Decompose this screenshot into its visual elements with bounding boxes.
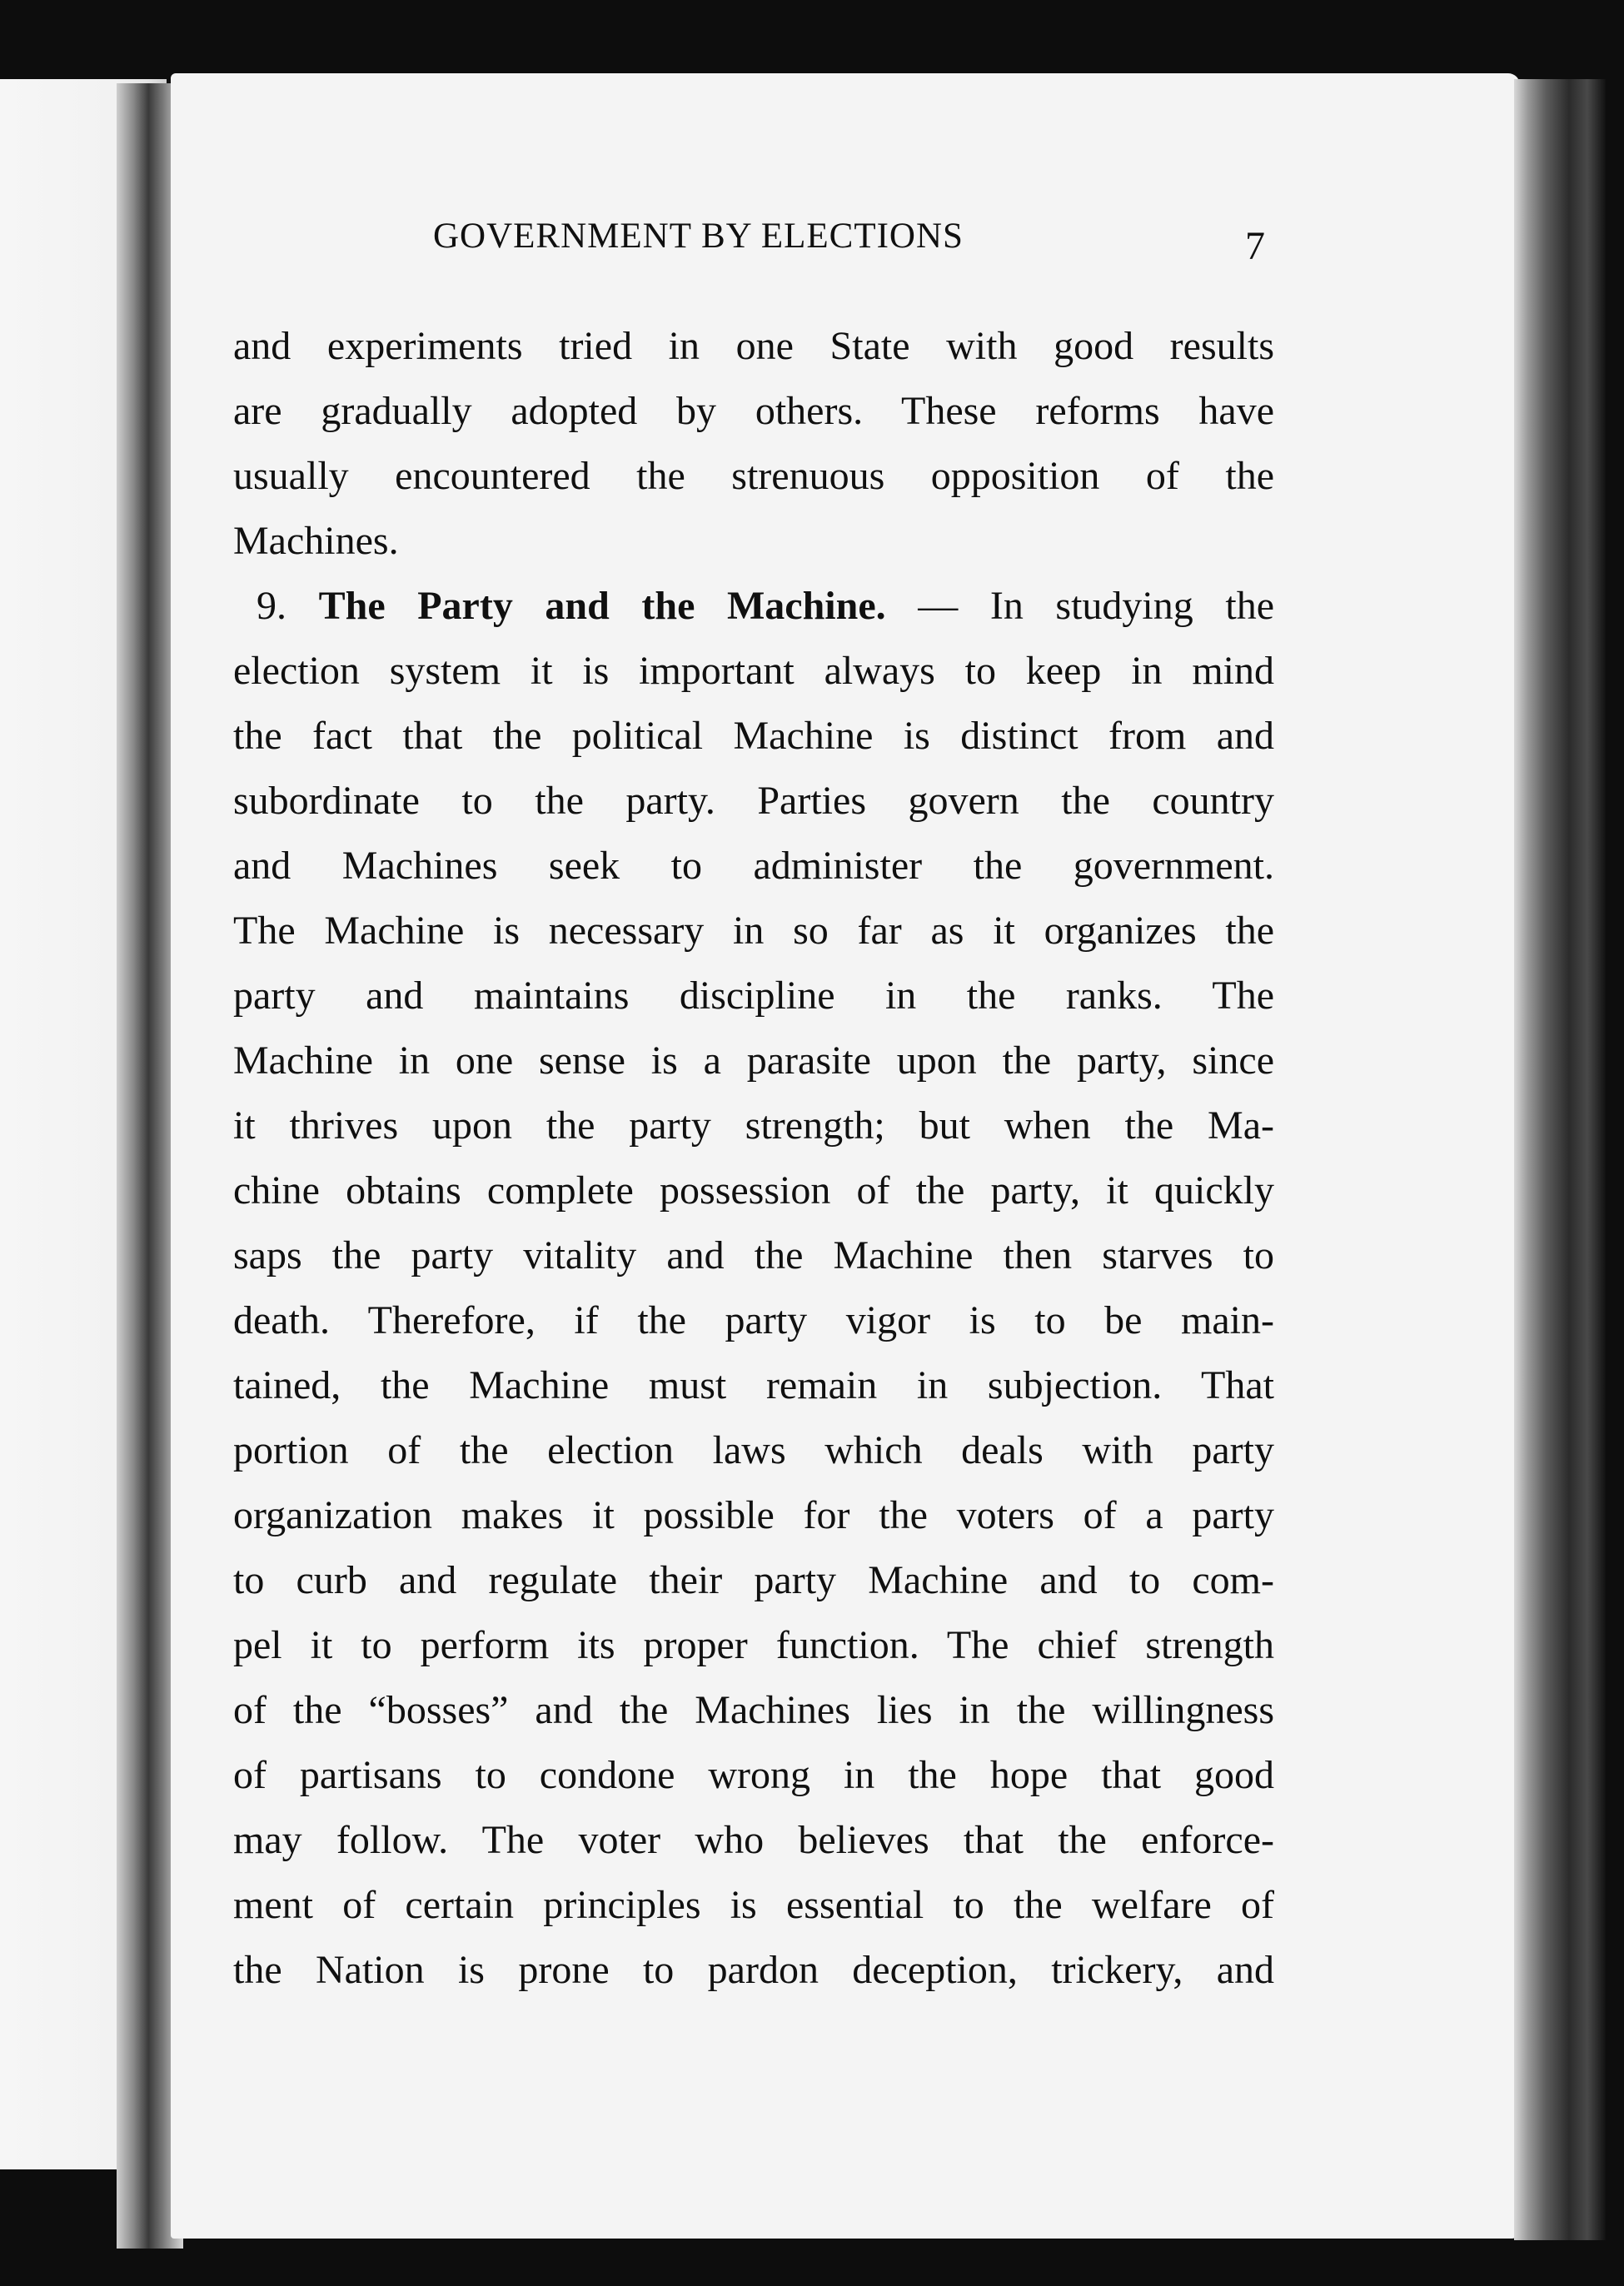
text-line: and experiments tried in one State with good results: [233, 324, 1274, 368]
text-line: the Nation is prone to pardon deception, trickery, and: [233, 1948, 1274, 1992]
text-line: the fact that the political Machine is distinct from and: [233, 714, 1274, 758]
section-number: 9.: [257, 584, 286, 628]
section-heading-line: [257, 586, 1274, 626]
text-line: of partisans to condone wrong in the hope that good: [233, 1753, 1274, 1797]
running-head: GOVERNMENT BY ELECTIONS: [433, 217, 964, 256]
text-line: saps the party vitality and the Machine then starves to: [233, 1233, 1274, 1277]
text-line: are gradually adopted by others. These reforms have: [233, 389, 1274, 433]
text-line: may follow. The voter who believes that the enforce-: [233, 1818, 1274, 1862]
text-line: chine obtains complete possession of the party, it quickly: [233, 1168, 1274, 1213]
text-line: of the “bosses” and the Machines lies in the willingness: [233, 1688, 1274, 1732]
section-title: The Party and the Machine.: [318, 584, 886, 628]
text-line: tained, the Machine must remain in subjection. That: [233, 1363, 1274, 1407]
text-line: pel it to perform its proper function. The chief strength: [233, 1623, 1274, 1667]
page-number: 7: [1245, 224, 1265, 268]
text-line: portion of the election laws which deals with party: [233, 1428, 1274, 1472]
text-line: and Machines seek to administer the government.: [233, 844, 1274, 888]
text-line: subordinate to the party. Parties govern the country: [233, 779, 1274, 823]
text-line: Machines.: [233, 519, 399, 563]
text-line: party and maintains discipline in the ranks. The: [233, 974, 1274, 1018]
text-line: The Machine is necessary in so far as it organizes the: [233, 909, 1274, 953]
text-line: to curb and regulate their party Machine and to com-: [233, 1558, 1274, 1602]
text-line: usually encountered the strenuous opposition of the: [233, 454, 1274, 498]
text-line: ment of certain principles is essential to the welfare of: [233, 1883, 1274, 1927]
text-line: organization makes it possible for the voters of a party: [233, 1493, 1274, 1537]
text-line: election system it is important always to keep in mind: [233, 649, 1274, 693]
text-line: it thrives upon the party strength; but when the Ma-: [233, 1103, 1274, 1148]
section-lead-text: — In studying the: [885, 584, 1275, 628]
text-line: death. Therefore, if the party vigor is to be main-: [233, 1298, 1274, 1342]
text-line: Machine in one sense is a parasite upon the party, since: [233, 1038, 1274, 1083]
